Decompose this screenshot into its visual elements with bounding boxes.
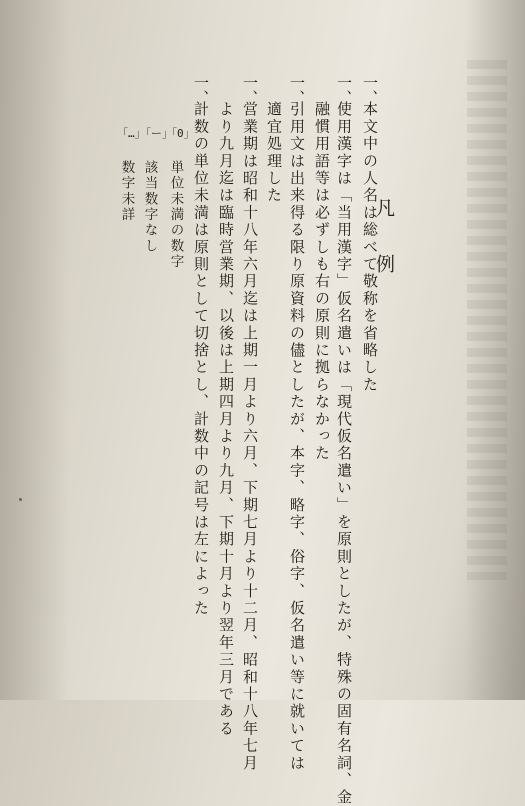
legend-text-zero: 単位未満の数字 (167, 160, 184, 270)
bullet-2: 一、 (335, 75, 353, 105)
bullet-3: 一、 (288, 75, 306, 105)
legend-text-ellipsis: 数字未詳 (118, 160, 135, 223)
item-2-line-1: 使用漢字は「当用漢字」仮名遣いは「現代仮名遣い」を原則としたが、特殊の固有名詞、金 (335, 101, 353, 806)
bullet-1: 一、 (361, 75, 379, 105)
paper-speck (19, 498, 22, 501)
item-5-line-1: 計数の単位未満は原則として切捨とし、計数中の記号は左によった (192, 101, 210, 617)
title-char-1: 凡 (373, 198, 395, 217)
legend-symbol-ellipsis: 「…」 (117, 127, 146, 140)
legend-text-dash: 該当数字なし (141, 160, 158, 255)
legend-symbol-dash: 「ー」 (140, 127, 173, 140)
bullet-5: 一、 (192, 75, 210, 105)
item-4-line-1: 営業期は昭和十八年六月迄は上期一月より六月、下期七月より十二月、昭和十八年七月 (241, 101, 259, 772)
bullet-4: 一、 (241, 75, 259, 105)
item-2-line-2: 融慣用語等は必ずしも右の原則に拠らなかった (313, 101, 331, 463)
item-3-line-2: 適宜処理した (265, 101, 283, 205)
item-1-line-1: 本文中の人名は総べて敬称を省略した (361, 101, 379, 394)
legend-symbol-zero: 「0」 (166, 127, 195, 140)
page-gutter-shadow (0, 0, 70, 700)
item-4-line-2: より九月迄は臨時営業期、以後は上期四月より九月、下期十月より翌年三月である (217, 101, 235, 738)
title-char-2: 例 (373, 254, 395, 273)
bleed-through-text (467, 60, 507, 580)
item-3-line-1: 引用文は出来得る限り原資料の儘としたが、本字、略字、俗字、仮名遣い等に就いては (288, 101, 306, 772)
